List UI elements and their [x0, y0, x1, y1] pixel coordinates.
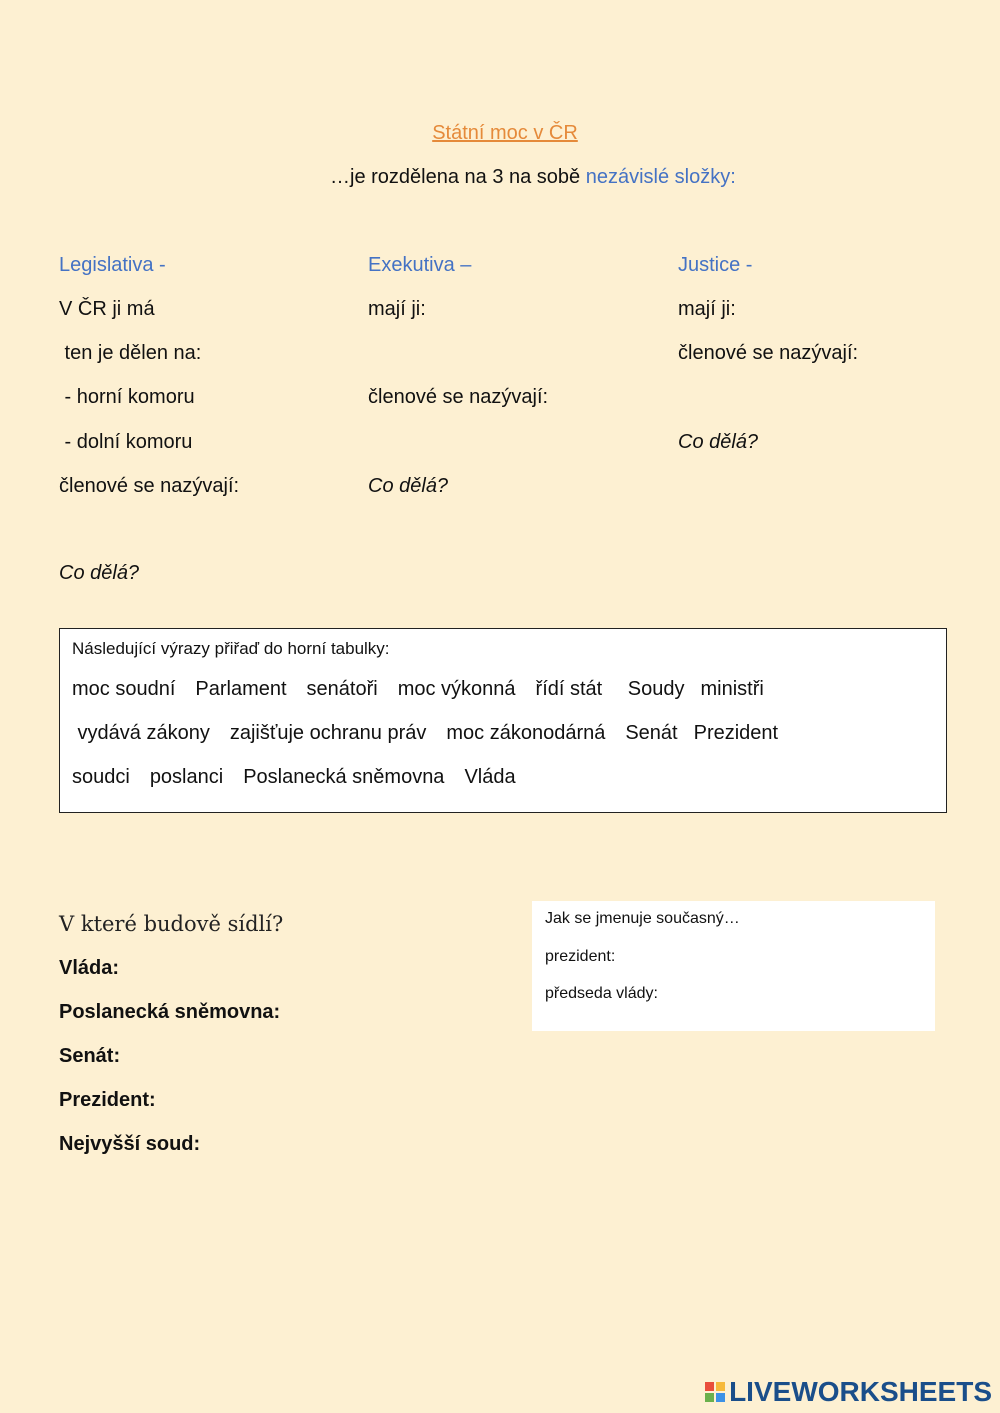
legislativa-heading: Legislativa - [59, 254, 166, 276]
word-item[interactable]: Soudy [622, 678, 685, 700]
legislativa-line: V ČR ji má [59, 298, 155, 320]
word-bank-row [72, 766, 536, 789]
word-item[interactable]: moc výkonná [397, 678, 516, 700]
word-item[interactable]: poslanci [149, 766, 224, 788]
subtitle-highlight: nezávislé složky: [585, 166, 736, 188]
word-item[interactable]: moc zákonodárná [446, 722, 606, 744]
building-item: Vláda: [59, 957, 120, 979]
word-item[interactable]: Parlament [195, 678, 287, 700]
word-item[interactable]: senátoři [306, 678, 378, 700]
officials-prime-minister: předseda vlády: [545, 985, 658, 1002]
word-item[interactable]: vydává zákony [72, 722, 210, 744]
word-item[interactable]: Vláda [464, 766, 516, 788]
word-bank-row [72, 722, 798, 745]
liveworksheets-logo [705, 1376, 992, 1408]
legislativa-line: ten je dělen na: [59, 342, 202, 364]
current-officials-box [532, 901, 935, 1031]
buildings-question: V které budově sídlí? [59, 912, 284, 936]
word-item[interactable]: Poslanecká sněmovna [243, 766, 445, 788]
justice-line: členové se nazývají: [678, 342, 859, 364]
building-item: Senát: [59, 1045, 121, 1067]
exekutiva-heading: Exekutiva – [368, 254, 472, 276]
legislativa-line: členové se nazývají: [59, 475, 240, 497]
officials-heading: Jak se jmenuje současný… [545, 910, 740, 927]
exekutiva-question: Co dělá? [368, 475, 449, 497]
word-item[interactable]: zajišťuje ochranu práv [229, 722, 427, 744]
page-title: Státní moc v ČR [432, 122, 578, 144]
justice-question: Co dělá? [678, 431, 759, 453]
word-item[interactable]: ministři [700, 678, 764, 700]
legislativa-line: - horní komoru [59, 386, 195, 408]
legislativa-line: - dolní komoru [59, 431, 193, 453]
exekutiva-line: členové se nazývají: [368, 386, 549, 408]
justice-heading: Justice - [678, 254, 753, 276]
officials-president: prezident: [545, 948, 616, 965]
word-bank-row [72, 678, 784, 701]
liveworksheets-logo-icon [705, 1382, 725, 1402]
justice-line: mají ji: [678, 298, 736, 320]
building-item: Prezident: [59, 1089, 156, 1111]
subtitle [330, 166, 736, 189]
word-item[interactable]: Senát [625, 722, 678, 744]
word-item[interactable]: moc soudní [72, 678, 176, 700]
subtitle-prefix: …je rozdělena na 3 na sobě [330, 166, 586, 188]
exekutiva-line: mají ji: [368, 298, 426, 320]
word-item[interactable]: Prezident [693, 722, 779, 744]
word-item[interactable]: soudci [72, 766, 130, 788]
word-bank-instruction: Následující výrazy přiřaď do horní tabulky: [72, 639, 390, 658]
building-item: Poslanecká sněmovna: [59, 1001, 281, 1023]
legislativa-question: Co dělá? [59, 562, 140, 584]
word-bank-box [59, 628, 947, 813]
word-item[interactable]: řídí stát [535, 678, 603, 700]
building-item: Nejvyšší soud: [59, 1133, 201, 1155]
logo-text: LIVEWORKSHEETS [729, 1376, 992, 1407]
